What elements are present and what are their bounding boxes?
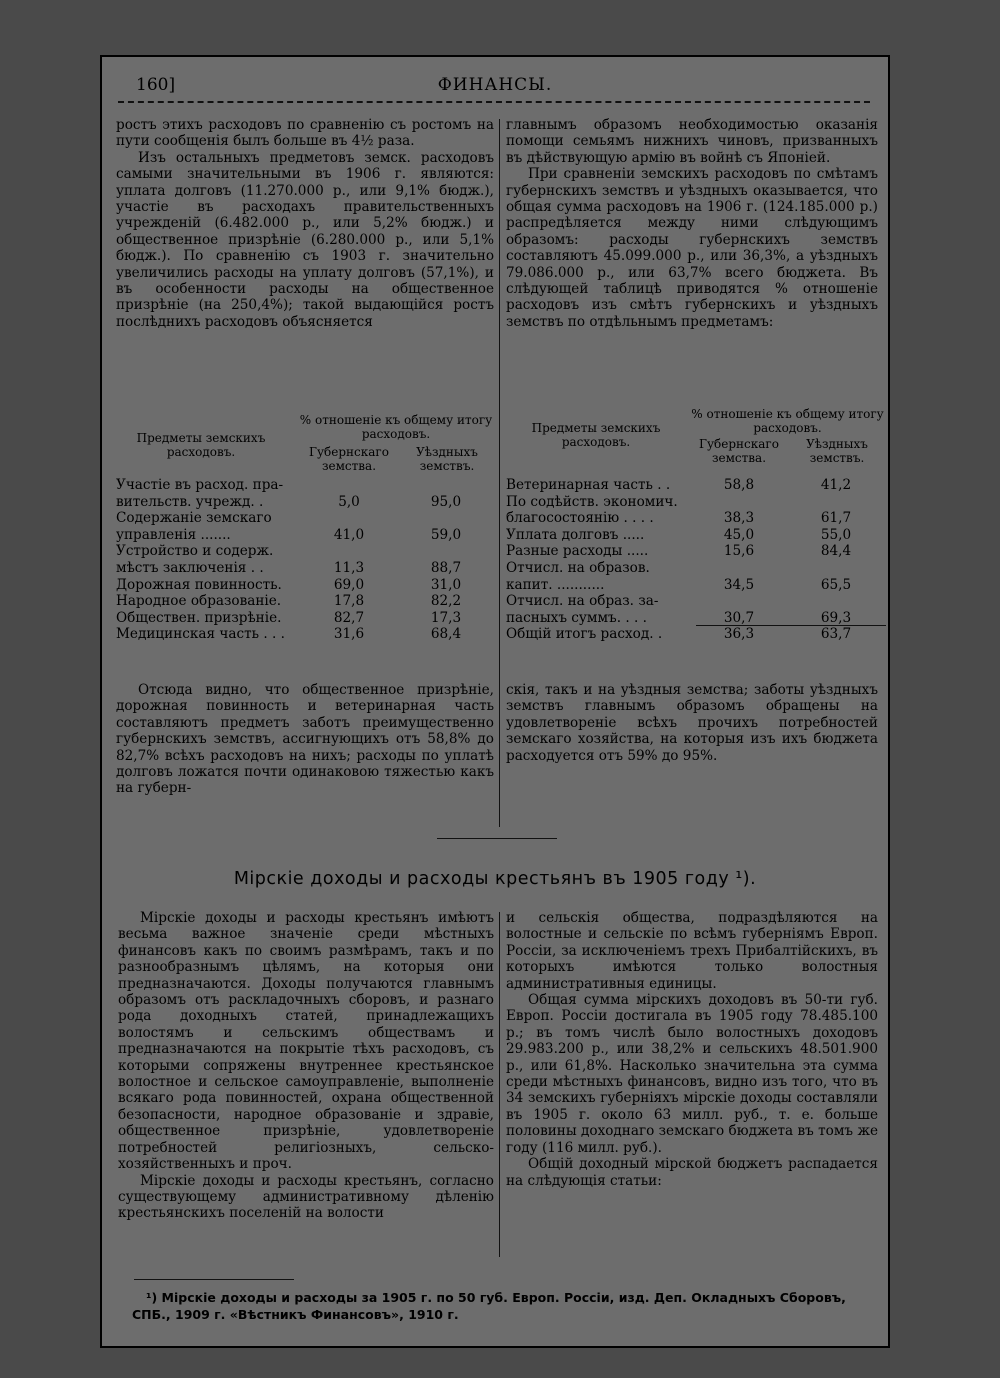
section-separator xyxy=(437,838,557,839)
row-label: управленія ....... xyxy=(116,526,231,543)
left-column-bottom xyxy=(118,910,494,1222)
page-number: 160] xyxy=(136,75,176,95)
table-row xyxy=(116,610,486,627)
table-row xyxy=(116,593,486,610)
header-percent: % отношеніе къ общему итогу расходовъ. xyxy=(299,413,493,441)
header-percent: % отношеніе къ общему итогу расходовъ. xyxy=(691,407,884,435)
right-column-mid xyxy=(506,682,878,764)
table-left xyxy=(116,407,493,643)
row-label: Общій итогъ расход. . xyxy=(506,626,663,643)
paragraph: Общая сумма мірскихъ доходовъ въ 50-ти губ. Европ. Россіи достигала въ 1905 году 78.485.100 р.; въ томъ числѣ было волостныхъ доходовъ 29.983.200 р., или 38,2% и сельскихъ 48.501.900 р., или 61,8%. Насколько значительна эта сумма среди мѣстныхъ финансовъ, видно изъ того, что въ 34 земскихъ губерніяхъ мірскіе доходы составляли въ 1905 г. около 63 милл. руб., т. е. больше половины доходнаго земскаго бюджета въ томъ же году (116 милл. руб.). xyxy=(506,992,878,1156)
paragraph: скія, такъ и на уѣздныя земства; заботы уѣздныхъ земствъ главнымъ образомъ обращены на удовлетвореніе всѣхъ прочихъ потребностей земскаго хозяйства, на которыя изъ ихъ бюджета расходуется отъ 59% до 95%. xyxy=(506,682,878,764)
value-gub: 36,3 xyxy=(723,626,755,643)
row-label: Медицинская часть . . . xyxy=(116,626,285,643)
left-column-mid xyxy=(116,682,494,797)
value-gub: 17,8 xyxy=(333,593,365,610)
paragraph: Отсюда видно, что общественное призрѣніе, дорожная повинность и ветеринарная часть составляютъ предметъ заботъ преимущественно губернскихъ земствъ, ассигнующихъ отъ 58,8% до 82,7% всѣхъ расходовъ на нихъ; расходы по уплатѣ долговъ ложатся почти одинаковою тяжестью какъ на губерн- xyxy=(116,682,494,797)
value-gub: 38,3 xyxy=(723,510,755,527)
row-label: Дорожная повинность. xyxy=(116,576,282,593)
value-uezd: 61,7 xyxy=(820,510,852,527)
value-gub: 34,5 xyxy=(723,576,755,593)
right-column-bottom xyxy=(506,910,878,1189)
table-right xyxy=(506,407,884,643)
footnote-rule xyxy=(134,1279,294,1280)
header-gub: Губернскаго земства. xyxy=(309,445,389,473)
value-uezd: 68,4 xyxy=(430,626,462,643)
value-gub: 31,6 xyxy=(333,626,365,643)
row-label: Уплата долговъ ..... xyxy=(506,526,645,543)
header-items: Предметы земскихъ расходовъ. xyxy=(136,431,266,459)
paragraph: ростъ этихъ расходовъ по сравненію съ ростомъ на пути сообщенія былъ больше въ 4½ раза. xyxy=(116,117,494,150)
row-label: благосостоянію . . . . xyxy=(506,510,654,527)
value-uezd: 31,0 xyxy=(430,576,462,593)
footnote: ¹) Мірскіе доходы и расходы за 1905 г. по 50 губ. Европ. Россіи, изд. Деп. Окладныхъ Сборовъ, СПБ., 1909 г. «Вѣстникъ Финансовъ», 1910 г. xyxy=(132,1290,846,1322)
table-row xyxy=(116,477,486,510)
value-uezd: 82,2 xyxy=(430,593,462,610)
table-header xyxy=(116,407,493,477)
value-gub: 82,7 xyxy=(333,609,365,626)
table-row xyxy=(506,543,880,560)
value-gub: 11,3 xyxy=(333,559,365,576)
row-label: Отчисл. на образов. xyxy=(506,559,650,576)
paragraph: и сельскія общества, подраздѣляются на волостные и сельскіе по всѣмъ губерніямъ Европ. Россіи, за исключеніемъ трехъ Прибалтійскихъ, въ которыхъ имѣются только волостныя административныя единицы. xyxy=(506,910,878,992)
row-label: Содержаніе земскаго xyxy=(116,510,272,527)
table-header xyxy=(506,407,884,477)
table-row xyxy=(506,560,880,593)
row-label: капит. ........... xyxy=(506,576,605,593)
row-label: Обществен. призрѣніе. xyxy=(116,609,282,626)
row-label: Устройство и содерж. xyxy=(116,543,274,560)
header-uezd: Уѣздныхъ земствъ. xyxy=(416,445,478,473)
column-divider xyxy=(499,119,500,827)
value-uezd: 41,2 xyxy=(820,477,852,493)
row-label: Отчисл. на образ. за- xyxy=(506,593,659,610)
value-gub: 45,0 xyxy=(723,526,755,543)
table-row xyxy=(506,477,880,494)
value-uezd: 59,0 xyxy=(430,526,462,543)
value-gub: 69,0 xyxy=(333,576,365,593)
header-gub: Губернскаго земства. xyxy=(699,437,779,465)
row-label: вительств. учрежд. . xyxy=(116,493,264,510)
section-title: Мірскіе доходы и расходы крестьянъ въ 1905 году ¹). xyxy=(233,869,757,889)
column-divider xyxy=(499,912,500,1257)
paragraph: Общій доходный мірской бюджетъ распадается на слѣдующія статьи: xyxy=(506,1156,878,1189)
value-uezd: 55,0 xyxy=(820,526,852,543)
right-column-top xyxy=(506,117,878,330)
value-gub: 58,8 xyxy=(723,477,755,493)
value-uezd: 88,7 xyxy=(430,559,462,576)
table-row xyxy=(116,577,486,594)
value-uezd: 63,7 xyxy=(820,626,852,643)
page xyxy=(100,55,890,1348)
table-row xyxy=(506,494,880,527)
running-header xyxy=(132,75,858,99)
page-title: ФИНАНСЫ. xyxy=(437,75,553,95)
paragraph: Мірскіе доходы и расходы крестьянъ, согласно существующему административному дѣленію крестьянскихъ поселеній на волости xyxy=(118,1172,494,1222)
table-row xyxy=(506,527,880,544)
value-gub: 15,6 xyxy=(723,543,755,560)
row-label: Ветеринарная часть . . xyxy=(506,477,671,493)
header-uezd: Уѣздныхъ земствъ. xyxy=(806,437,868,465)
table-row xyxy=(116,510,486,543)
row-label: Участіе въ расход. пра- xyxy=(116,477,284,493)
header-rule xyxy=(118,101,870,111)
left-column-top xyxy=(116,117,494,330)
value-uezd: 69,3 xyxy=(820,609,852,626)
paragraph: Мірскіе доходы и расходы крестьянъ имѣютъ весьма важное значеніе среди мѣстныхъ финансовъ какъ по своимъ размѣрамъ, такъ и по разнообразнымъ цѣлямъ, на которыя они предназначаются. Доходы получаются главнымъ образомъ отъ раскладочныхъ сборовъ, и разнаго рода доходныхъ статей, принадлежащихъ волостямъ и сельскимъ обществамъ и предназначаются на покрытіе тѣхъ расходовъ, съ которыми сопряжены внутреннее крестьянское волостное и сельское самоуправленіе, выполненіе всякаго рода повинностей, охрана общественной безопасности, народное образованіе и здравіе, общественное призрѣніе, удовлетвореніе потребностей религіозныхъ, сельско-хозяйственныхъ и проч. xyxy=(118,910,494,1173)
header-items: Предметы земскихъ расходовъ. xyxy=(531,421,661,449)
row-label: Народное образованіе. xyxy=(116,593,282,610)
table-total-row xyxy=(506,626,880,643)
value-uezd: 17,3 xyxy=(430,609,462,626)
row-label: мѣстъ заключенія . . xyxy=(116,559,264,576)
value-uezd: 65,5 xyxy=(820,576,852,593)
value-uezd: 84,4 xyxy=(820,543,852,560)
row-label: Разные расходы ..... xyxy=(506,543,649,560)
table-row xyxy=(506,593,880,626)
value-gub: 5,0 xyxy=(338,493,360,510)
value-gub: 41,0 xyxy=(333,526,365,543)
row-label: По содѣйств. экономич. xyxy=(506,493,678,510)
paragraph: При сравненіи земскихъ расходовъ по смѣтамъ губернскихъ земствъ и уѣздныхъ оказывается, что общая сумма расходовъ на 1906 г. (124.185.000 р.) распредѣляется между ними слѣдующимъ образомъ: расходы губернскихъ земствъ составляютъ 45.099.000 р., или 36,3%, а уѣздныхъ 79.086.000 р., или 63,7% всего бюджета. Въ слѣдующей таблицѣ приводятся % отношеніе расходовъ изъ смѣтъ губернскихъ и уѣздныхъ земствъ по отдѣльнымъ предметамъ: xyxy=(506,166,878,330)
value-uezd: 95,0 xyxy=(430,493,462,510)
paragraph: Изъ остальныхъ предметовъ земск. расходовъ самыми значительными въ 1906 г. являются: уплата долговъ (11.270.000 р., или 9,1% бюдж.), участіе въ расходахъ правительственныхъ учрежденій (6.482.000 р., или 5,2% бюдж.) и общественное призрѣніе (6.280.000 р., или 5,1% бюдж.). По сравненію съ 1903 г. значительно увеличились расходы на уплату долговъ (57,1%), и въ особенности расходы на общественное призрѣніе (на 250,4%); такой выдающійся ростъ послѣднихъ расходовъ объясняется xyxy=(116,149,494,330)
value-gub: 30,7 xyxy=(723,609,755,626)
row-label: пасныхъ суммъ. . . . xyxy=(506,609,647,626)
table-row xyxy=(116,543,486,576)
table-row xyxy=(116,626,486,643)
paragraph: главнымъ образомъ необходимостью оказанія помощи семьямъ нижнихъ чиновъ, призванныхъ въ дѣйствующую армію въ войнѣ съ Японіей. xyxy=(506,117,878,166)
